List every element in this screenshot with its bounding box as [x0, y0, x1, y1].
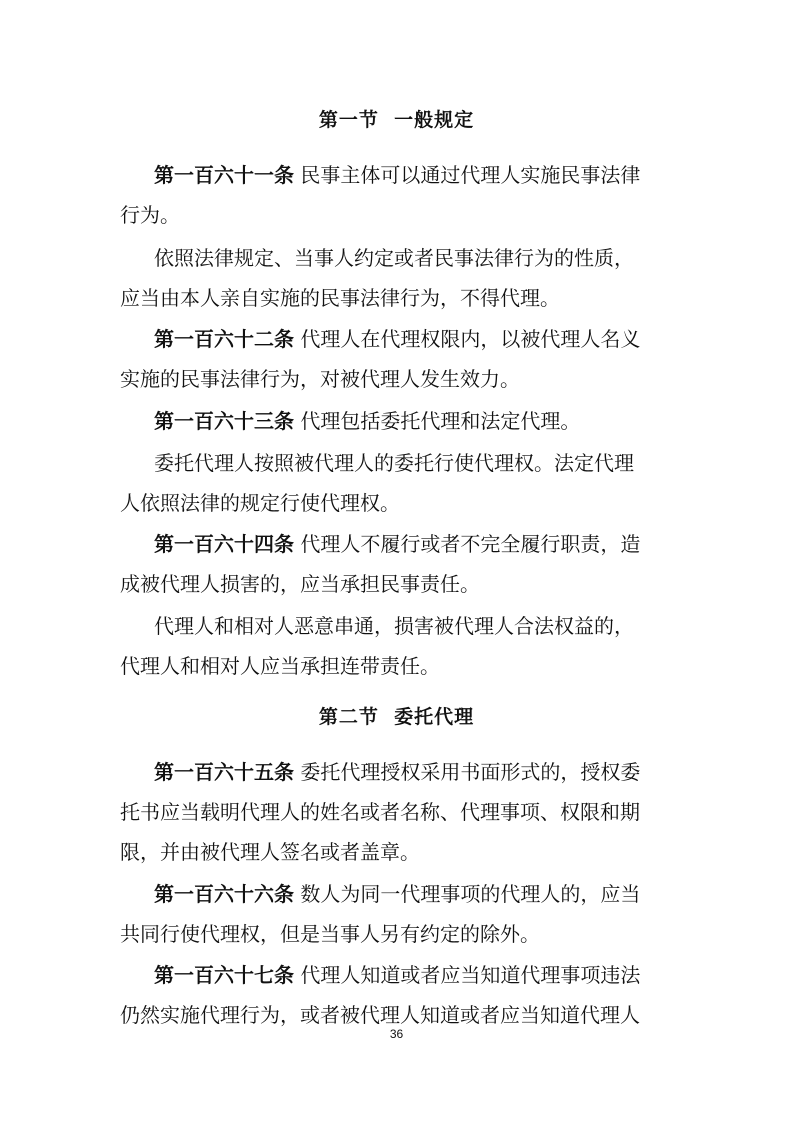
article-165-line-3: 限，并由被代理人签名或者盖章。 [120, 840, 420, 864]
page-number: 36 [389, 1027, 404, 1041]
article-167-text-1: 代理人知道或者应当知道代理事项违法 [294, 963, 641, 987]
article-165-line-2: 托书应当载明代理人的姓名或者名称、代理事项、权限和期 [120, 800, 640, 824]
article-166-text-1: 数人为同一代理事项的代理人的，应当 [294, 882, 641, 906]
article-161-text-1: 民事主体可以通过代理人实施民事法律 [294, 163, 641, 187]
article-163-para-2-line-2: 人依照法律的规定行使代理权。 [120, 491, 400, 515]
article-165-line-1 [154, 760, 640, 784]
article-162-line-2: 实施的民事法律行为，对被代理人发生效力。 [120, 367, 520, 391]
article-164-line-2: 成被代理人损害的，应当承担民事责任。 [120, 572, 480, 596]
article-163-text-1: 代理包括委托代理和法定代理。 [294, 409, 581, 433]
article-161-line-1 [154, 163, 640, 187]
article-165-label: 第一百六十五条 [154, 760, 294, 784]
article-162-label: 第一百六十二条 [154, 327, 294, 351]
article-163-para-2-line-1: 委托代理人按照被代理人的委托行使代理权。法定代理 [154, 451, 634, 475]
article-162-text-1: 代理人在代理权限内，以被代理人名义 [294, 327, 641, 351]
article-164-para-2-line-1: 代理人和相对人恶意串通，损害被代理人合法权益的， [154, 614, 634, 638]
article-164-para-2-line-2: 代理人和相对人应当承担连带责任。 [120, 654, 440, 678]
section-heading-entrusted-agency: 第二节 委托代理 [318, 706, 475, 728]
article-163-line-1 [154, 409, 580, 433]
section-heading-general-provisions: 第一节 一般规定 [318, 109, 475, 131]
article-164-text-1: 代理人不履行或者不完全履行职责，造 [294, 532, 641, 556]
article-164-label: 第一百六十四条 [154, 532, 294, 556]
article-165-text-1: 委托代理授权采用书面形式的，授权委 [294, 760, 641, 784]
article-161-label: 第一百六十一条 [154, 163, 294, 187]
article-161-line-2: 行为。 [120, 203, 180, 227]
article-162-line-1 [154, 327, 640, 351]
article-167-line-2: 仍然实施代理行为，或者被代理人知道或者应当知道代理人 [120, 1003, 640, 1027]
article-167-label: 第一百六十七条 [154, 963, 294, 987]
article-161-para-2-line-1: 依照法律规定、当事人约定或者民事法律行为的性质， [154, 246, 634, 270]
article-164-line-1 [154, 532, 640, 556]
article-166-line-1 [154, 882, 640, 906]
article-161-para-2-line-2: 应当由本人亲自实施的民事法律行为，不得代理。 [120, 286, 560, 310]
article-166-line-2: 共同行使代理权，但是当事人另有约定的除外。 [120, 922, 540, 946]
article-163-label: 第一百六十三条 [154, 409, 294, 433]
article-167-line-1 [154, 963, 640, 987]
article-166-label: 第一百六十六条 [154, 882, 294, 906]
